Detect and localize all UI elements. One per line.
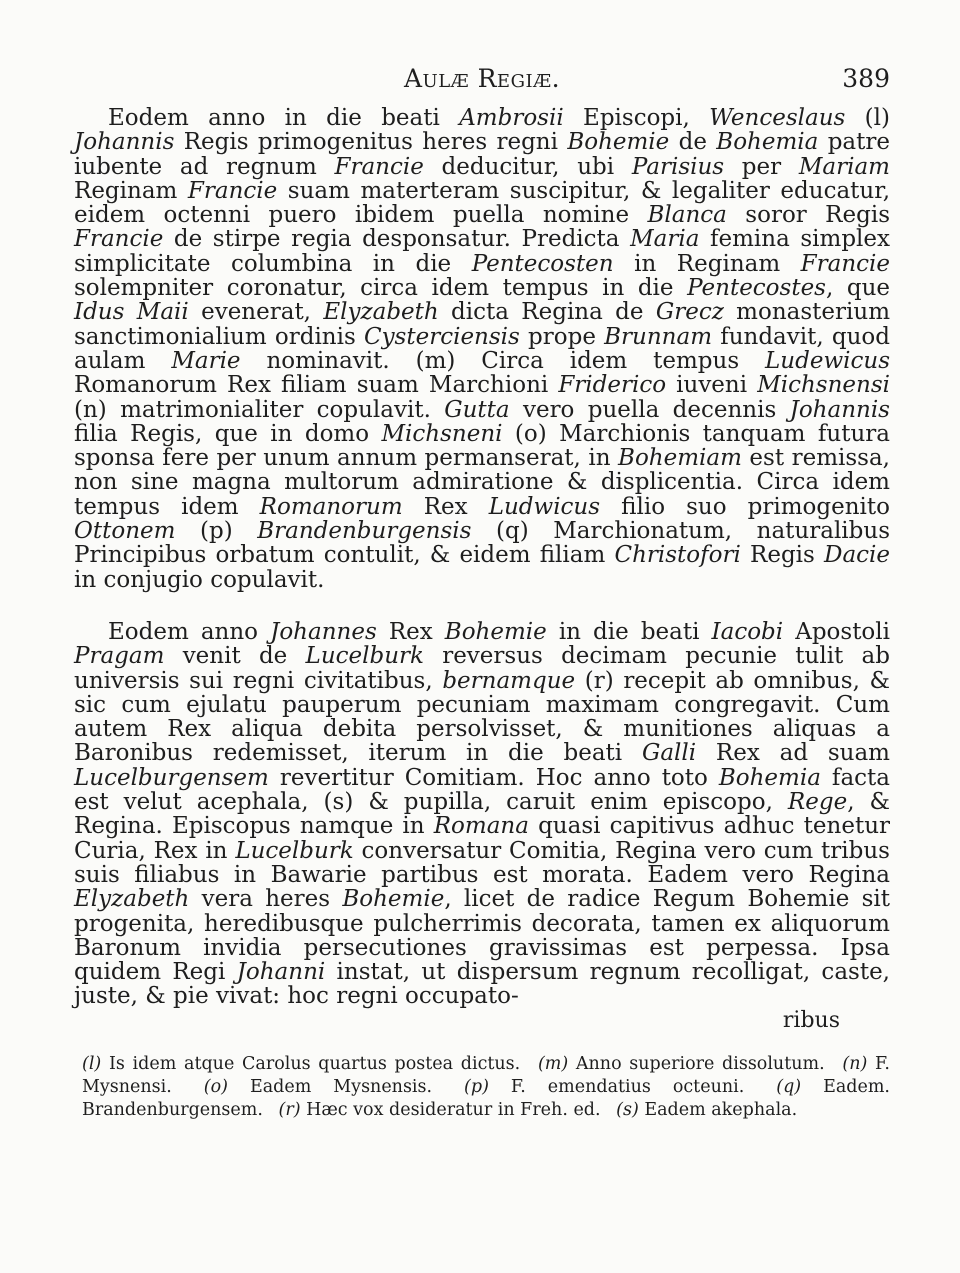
footnote bbox=[538, 1054, 825, 1074]
italic-term: Ambrosii bbox=[459, 105, 564, 131]
running-title: Aulæ Regiæ. bbox=[403, 64, 561, 93]
text-run: Regis primogenitus heres regni bbox=[174, 129, 568, 156]
text-run: (l) bbox=[845, 105, 890, 131]
text-run: femina simplex simplicitate columbina in die bbox=[74, 226, 890, 277]
italic-term: Dacie bbox=[824, 542, 891, 569]
paragraph-1 bbox=[74, 106, 890, 592]
italic-term: Francie bbox=[334, 153, 424, 180]
text-run: (q) Marchionatum, naturalibus Principibus orbatum contulit, & eidem filiam bbox=[74, 518, 890, 569]
italic-term: Johanni bbox=[236, 959, 326, 986]
italic-term: Bohemie bbox=[567, 129, 670, 156]
footnote bbox=[616, 1100, 797, 1120]
text-run: , & Regina. Episcopus namque in bbox=[74, 789, 890, 840]
italic-term: Idus Maii bbox=[74, 299, 189, 326]
italic-term: Francie bbox=[800, 250, 890, 277]
italic-term: Ottonem bbox=[74, 518, 176, 545]
footnote-mark: (q) bbox=[776, 1076, 802, 1097]
text-run: per bbox=[724, 153, 799, 180]
text-run: , licet de radice Regum Bohemie sit progenita, heredibusque pulcherrimis decorata, tamen ex aliquorum Baronum invidia persecutiones gravissimas est perpessa. Ipsa quidem Regi bbox=[74, 886, 890, 986]
italic-term: bernamque bbox=[442, 667, 576, 694]
italic-term: Mariam bbox=[798, 153, 890, 180]
italic-term: Pentecostes bbox=[687, 275, 826, 302]
footnote bbox=[464, 1077, 744, 1097]
italic-term: Brunnam bbox=[604, 323, 712, 350]
italic-term: Gutta bbox=[444, 396, 510, 423]
italic-term: Elyzabeth bbox=[323, 299, 439, 326]
italic-term: Maria bbox=[630, 226, 700, 253]
italic-term: Marie bbox=[171, 347, 241, 374]
italic-term: Lucelburgensem bbox=[74, 764, 269, 791]
footnote bbox=[82, 1054, 520, 1074]
italic-term: Romanorum bbox=[259, 493, 403, 520]
page-header bbox=[74, 58, 890, 106]
text-run: suam materteram suscipitur, & legaliter educatur, eidem octenni puero ibidem puella nomine bbox=[74, 177, 891, 229]
italic-term: Bohemia bbox=[718, 764, 821, 791]
paragraph-2 bbox=[74, 620, 890, 1009]
text-run: prope bbox=[519, 323, 605, 350]
text-run: in Reginam bbox=[613, 250, 801, 277]
text-run: dicta Regina de bbox=[438, 299, 656, 326]
catchword: ribus bbox=[782, 1007, 840, 1033]
italic-term: Parisius bbox=[631, 153, 725, 180]
italic-term: Bohemia bbox=[716, 129, 819, 156]
text-run: (r) recepit ab omnibus, & sic cum ejulatu pauperum pecuniam maximam congregavit. Cum autem Rex aliqua debita persolvisset, & munitiones aliquas a Baronibus redemisset, iterum in die beati bbox=[74, 667, 890, 767]
text-run: nominavit. (m) Circa idem tempus bbox=[240, 347, 766, 374]
italic-term: Grecz bbox=[655, 299, 724, 326]
italic-term: Michsnensi bbox=[757, 372, 890, 399]
text-run: patre iubente ad regnum bbox=[74, 129, 890, 180]
italic-term: Rege bbox=[787, 789, 848, 816]
italic-term: Francie bbox=[187, 177, 278, 204]
footnote-mark: (m) bbox=[537, 1053, 569, 1074]
text-run: reversus decimam pecunie tulit ab universis sui regni civitatibus, bbox=[74, 643, 890, 694]
text-run: Reginam bbox=[74, 177, 188, 204]
footnote-text: Hæc vox desideratur in Freh. ed. bbox=[300, 1099, 601, 1120]
footnote-text: Eadem akephala. bbox=[638, 1099, 798, 1120]
text-run: deducitur, ubi bbox=[423, 153, 632, 180]
italic-term: Ludewicus bbox=[765, 347, 890, 374]
footnote-mark: (r) bbox=[278, 1099, 301, 1120]
text-run: Eodem anno bbox=[108, 618, 271, 645]
text-run: filio suo primogenito bbox=[600, 493, 890, 520]
footnotes bbox=[74, 1053, 890, 1122]
text-run: facta est velut acephala, (s) & pupilla, caruit enim episcopo, bbox=[74, 764, 890, 816]
italic-term: Pentecosten bbox=[471, 250, 614, 277]
italic-term: Lucelburk bbox=[235, 837, 354, 864]
footnote bbox=[204, 1077, 432, 1097]
footnote-text: Eadem Mysnensis. bbox=[228, 1076, 433, 1097]
italic-term: Bohemiam bbox=[618, 445, 742, 472]
text-run: de bbox=[669, 129, 717, 156]
italic-term: Johannis bbox=[74, 129, 175, 156]
italic-term: Brandenburgensis bbox=[257, 518, 472, 545]
footnote-mark: (n) bbox=[842, 1053, 868, 1074]
text-run: Romanorum Rex filiam suam Marchioni bbox=[74, 372, 559, 399]
footnote-text: F. Mysnensi. bbox=[82, 1053, 890, 1097]
footnote-text: F. emendatius octeuni. bbox=[488, 1076, 745, 1097]
italic-term: Michsneni bbox=[381, 420, 503, 447]
italic-term: Ludwicus bbox=[488, 493, 601, 520]
text-run: fundavit, quod aulam bbox=[74, 323, 890, 374]
text-run: (p) bbox=[175, 518, 258, 545]
footnote-text: Is idem atque Carolus quartus postea dictus. bbox=[101, 1053, 521, 1074]
italic-term: Blanca bbox=[647, 202, 727, 229]
footnote-mark: (o) bbox=[203, 1076, 228, 1097]
text-run: Eodem anno in die beati bbox=[108, 105, 460, 131]
footnote bbox=[279, 1100, 601, 1120]
text-run: conversatur Comitia, Regina vero cum tribus suis filiabus in Bawarie partibus est morata. Eadem vero Regina bbox=[74, 837, 890, 888]
text-run: (n) matrimonialiter copulavit. bbox=[74, 396, 445, 423]
italic-term: Pragam bbox=[74, 643, 165, 670]
italic-term: Iacobi bbox=[711, 618, 784, 645]
footnote-mark: (s) bbox=[616, 1099, 639, 1120]
text-run: in conjugio copulavit. bbox=[74, 566, 325, 593]
text-run: est remissa, non sine magna multorum admiratione & displicentia. Circa idem tempus idem bbox=[74, 445, 890, 520]
italic-term: Friderico bbox=[558, 372, 667, 399]
text-run: (o) Marchionis tanquam futura sponsa fere per unum annum permanserat, in bbox=[74, 420, 890, 472]
text-run: solempniter coronatur, circa idem tempus in die bbox=[74, 275, 688, 302]
text-run: Rex bbox=[402, 493, 489, 520]
italic-term: Elyzabeth bbox=[74, 886, 190, 913]
footnote-mark: (l) bbox=[82, 1053, 102, 1074]
text-run: iuveni bbox=[666, 372, 758, 399]
text-run: vero puella decennis bbox=[509, 396, 790, 423]
italic-term: Christofori bbox=[614, 542, 741, 569]
text-run: de stirpe regia desponsatur. Predicta bbox=[163, 226, 631, 253]
text-run: monasterium sanctimonialium ordinis bbox=[74, 299, 890, 350]
italic-term: Wenceslaus bbox=[709, 105, 846, 131]
italic-term: Bohemie bbox=[342, 886, 445, 913]
text-run: evenerat, bbox=[188, 299, 324, 326]
text-run: vera heres bbox=[189, 886, 343, 913]
text-run: Regis bbox=[740, 542, 824, 569]
text-run: revertitur Comitiam. Hoc anno toto bbox=[268, 764, 719, 791]
text-run: filia Regis, que in domo bbox=[74, 420, 382, 447]
text-run: Episcopi, bbox=[563, 105, 710, 131]
footnote-text: Anno superiore dissolutum. bbox=[568, 1053, 825, 1074]
text-run: , que bbox=[826, 275, 890, 302]
text-run: venit de bbox=[164, 643, 306, 670]
footnote-mark: (p) bbox=[464, 1076, 489, 1097]
italic-term: Johannes bbox=[270, 618, 377, 645]
italic-term: Bohemie bbox=[444, 618, 547, 645]
text-run: in die beati bbox=[546, 618, 712, 645]
footnote-text: Eadem. Brandenburgensem. bbox=[82, 1076, 890, 1120]
italic-term: Galli bbox=[641, 740, 697, 767]
text-run: quasi capitivus adhuc tenetur Curia, Rex in bbox=[74, 813, 890, 864]
text-run: Apostoli bbox=[783, 618, 890, 645]
text-run: Rex ad suam bbox=[696, 740, 890, 767]
italic-term: Johannis bbox=[789, 396, 890, 423]
text-run: soror Regis bbox=[726, 202, 890, 229]
italic-term: Romana bbox=[433, 813, 529, 840]
page-number: 389 bbox=[842, 64, 890, 93]
italic-term: Lucelburk bbox=[305, 643, 424, 670]
italic-term: Cysterciensis bbox=[363, 323, 520, 350]
text-run: Rex bbox=[376, 618, 445, 645]
italic-term: Francie bbox=[74, 226, 164, 253]
text-run: instat, ut dispersum regnum recolligat, caste, juste, & pie vivat: hoc regni occupato- bbox=[74, 959, 890, 1010]
